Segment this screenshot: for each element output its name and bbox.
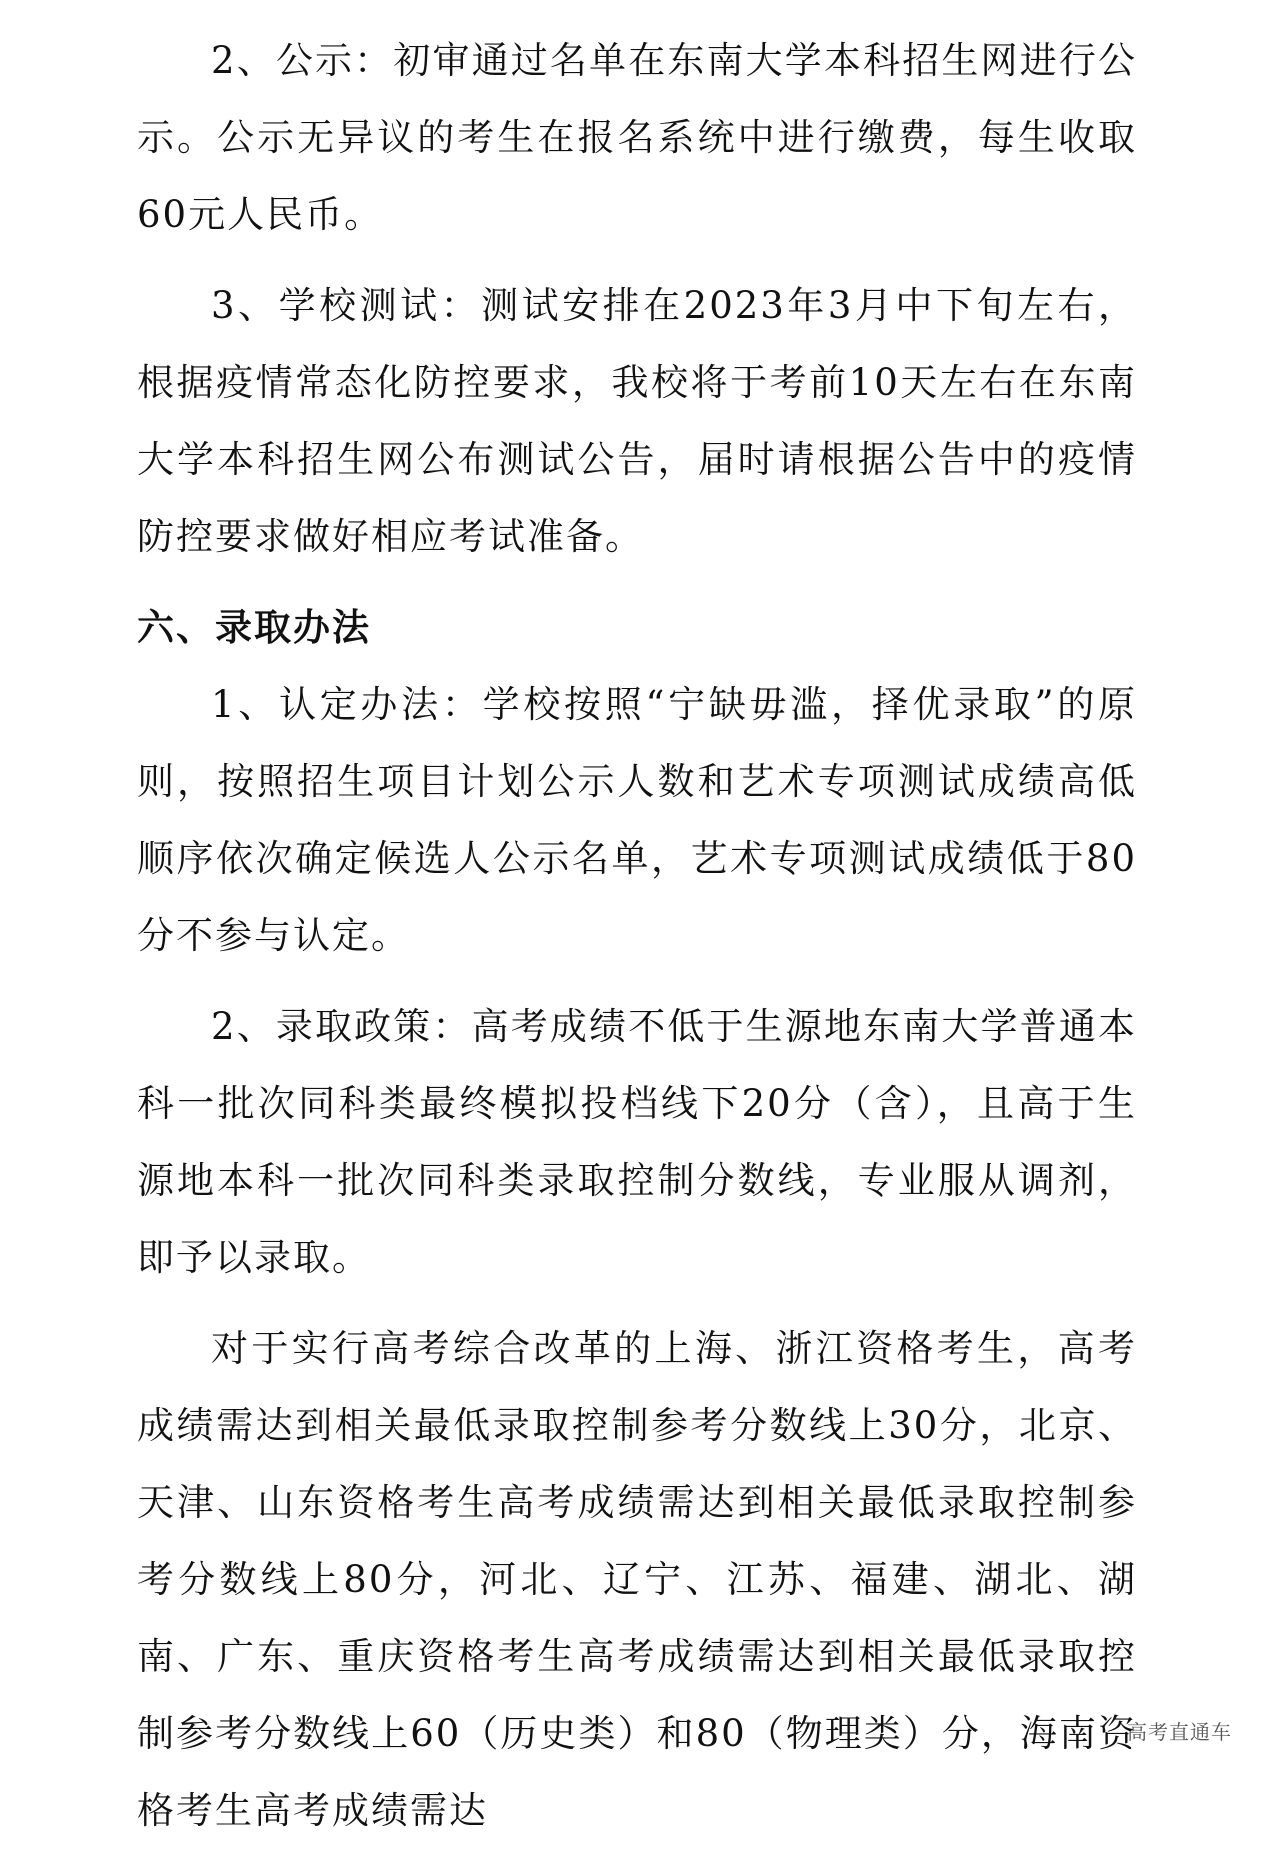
section-heading-admission: 六、录取办法 <box>137 606 371 649</box>
paragraph-school-test: 3、学校测试：测试安排在2023年3月中下旬左右，根据疫情常态化防控要求，我校将于考前10天左右在东南大学本科招生网公布测试公告，届时请根据公告中的疫情防控要求做好相应考试准备。 <box>137 284 1137 558</box>
paragraph-admission-policy: 2、录取政策：高考成绩不低于生源地东南大学普通本科一批次同科类最终模拟投档线下20分（含），且高于生源地本科一批次同科类录取控制分数线，专业服从调剂，即予以录取。 <box>137 1005 1137 1279</box>
paragraph-publicity: 2、公示：初审通过名单在东南大学本科招生网进行公示。公示无异议的考生在报名系统中进行缴费，每生收取60元人民币。 <box>137 39 1137 236</box>
document-body <box>137 22 1137 1849</box>
watermark-text: 高考直通车 <box>1127 1720 1232 1744</box>
paragraph-recognition: 1、认定办法：学校按照“宁缺毋滥，择优录取”的原则，按照招生项目计划公示人数和艺术专项测试成绩高低顺序依次确定候选人公示名单，艺术专项测试成绩低于80分不参与认定。 <box>137 683 1137 957</box>
paragraph-reform-provinces: 对于实行高考综合改革的上海、浙江资格考生，高考成绩需达到相关最低录取控制参考分数线上30分，北京、天津、山东资格考生高考成绩需达到相关最低录取控制参考分数线上80分，河北、辽宁、江苏、福建、湖北、湖南、广东、重庆资格考生高考成绩需达到相关最低录取控制参考分数线上60（历史类）和80（物理类）分，海南资格考生高考成绩需达 <box>137 1327 1137 1832</box>
